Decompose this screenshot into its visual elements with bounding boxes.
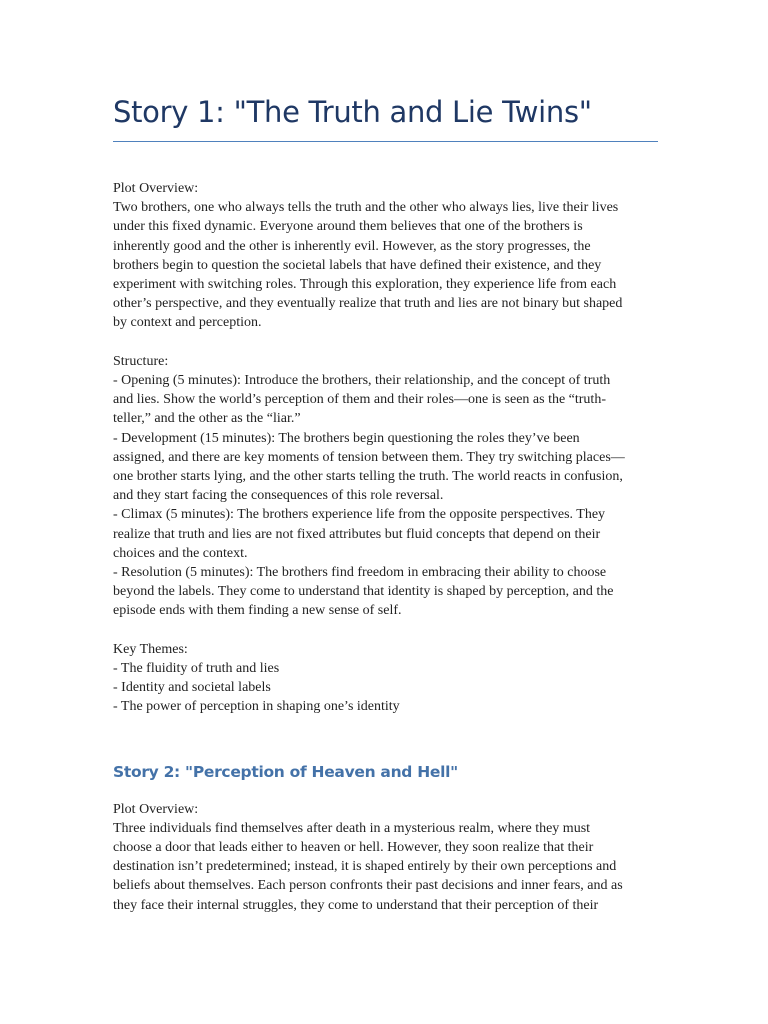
text-line: they face their internal struggles, they come to understand that their perception of their <box>113 897 599 913</box>
text-line: - Development (15 minutes): The brothers begin questioning the roles they’ve been <box>113 430 580 446</box>
story1-structure-body <box>113 371 658 621</box>
story2-plot-label: Plot Overview: <box>113 801 199 817</box>
story2-plot-body <box>113 819 658 915</box>
text-line: - Resolution (5 minutes): The brothers find freedom in embracing their ability to choose <box>113 565 607 581</box>
text-line: episode ends with them finding a new sense of self. <box>113 603 402 619</box>
story1-plot-label: Plot Overview: <box>113 181 199 196</box>
story1-plot-body <box>113 198 658 332</box>
text-line: and lies. Show the world’s perception of them and their roles—one is seen as the “truth- <box>113 392 606 408</box>
text-line: - The power of perception in shaping one’s identity <box>113 699 400 715</box>
story1-plot-section <box>113 179 658 333</box>
story1-title: Story 1: "The Truth and Lie Twins" <box>113 92 658 142</box>
story2-plot-section <box>113 800 658 915</box>
text-line: brothers begin to question the societal labels that have defined their existence, and they <box>113 257 602 273</box>
text-line: under this fixed dynamic. Everyone around them believes that one of the brothers is <box>113 219 583 235</box>
text-line: Three individuals find themselves after death in a mysterious realm, where they must <box>113 820 591 836</box>
text-line: one brother starts lying, and the other starts telling the truth. The world reacts in confusion, <box>113 469 623 485</box>
story1-themes-section <box>113 640 658 717</box>
story2-title: Story 2: "Perception of Heaven and Hell" <box>113 762 458 781</box>
story1-structure-label: Structure: <box>113 353 169 369</box>
text-line: by context and perception. <box>113 315 262 331</box>
text-line: - Climax (5 minutes): The brothers experience life from the opposite perspectives. They <box>113 507 606 523</box>
story1-themes-label: Key Themes: <box>113 641 188 657</box>
text-line: choose a door that leads either to heaven or hell. However, they soon realize that their <box>113 840 594 856</box>
text-line: and they start facing the consequences of this role reversal. <box>113 488 444 504</box>
text-line: realize that truth and lies are not fixed attributes but fluid concepts that depend on their <box>113 526 601 542</box>
text-line: destination isn’t predetermined; instead, it is shaped entirely by their own perceptions and <box>113 859 617 875</box>
text-line: experiment with switching roles. Through this exploration, they experience life from each <box>113 277 617 293</box>
text-line: other’s perspective, and they eventually realize that truth and lies are not binary but shaped <box>113 296 623 312</box>
document-page <box>113 92 658 915</box>
text-line: inherently good and the other is inherently evil. However, as the story progresses, the <box>113 238 591 254</box>
text-line: beyond the labels. They come to understand that identity is shaped by perception, and the <box>113 584 614 600</box>
text-line: choices and the context. <box>113 545 248 561</box>
text-line: - Identity and societal labels <box>113 680 271 696</box>
story1-themes-list <box>113 659 658 717</box>
text-line: teller,” and the other as the “liar.” <box>113 411 301 427</box>
story1-structure-section <box>113 352 658 621</box>
text-line: Two brothers, one who always tells the truth and the other who always lies, live their lives <box>113 200 619 216</box>
text-line: - The fluidity of truth and lies <box>113 661 280 677</box>
text-line: - Opening (5 minutes): Introduce the brothers, their relationship, and the concept of truth <box>113 373 611 389</box>
text-line: assigned, and there are key moments of tension between them. They try switching places— <box>113 449 625 465</box>
text-line: beliefs about themselves. Each person confronts their past decisions and inner fears, and as <box>113 878 623 894</box>
